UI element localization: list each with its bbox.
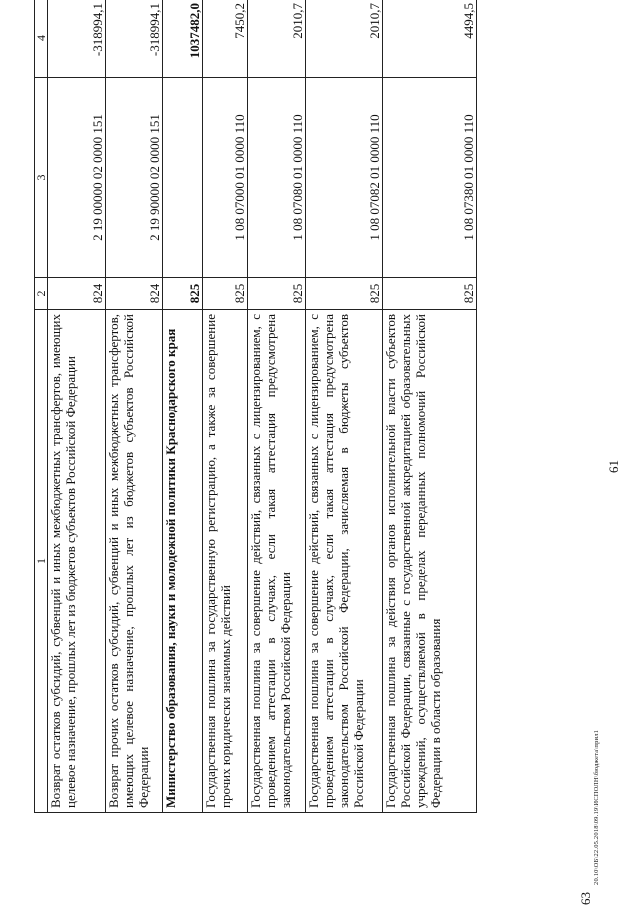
row-amount: 7450,2 xyxy=(203,0,248,78)
header-col-3: 3 xyxy=(35,78,48,278)
revenue-table xyxy=(34,0,477,813)
table-row xyxy=(106,0,163,813)
header-col-2: 2 xyxy=(35,278,48,310)
row-budget-code: 2 19 90000 02 0000 151 xyxy=(106,78,163,278)
table-header-row xyxy=(35,0,48,813)
row-admin-code: 825 xyxy=(203,278,248,310)
table-row xyxy=(163,0,203,813)
row-admin-code: 824 xyxy=(106,278,163,310)
row-admin-code: 825 xyxy=(383,278,477,310)
row-budget-code: 1 08 07080 01 0000 110 xyxy=(248,78,306,278)
row-budget-code: 1 08 07000 01 0000 110 xyxy=(203,78,248,278)
row-amount: 1037482,0 xyxy=(163,0,203,78)
row-amount: 4494,5 xyxy=(383,0,477,78)
row-amount: -318994,1 xyxy=(48,0,106,78)
row-admin-code: 824 xyxy=(48,278,106,310)
row-description: Возврат остатков субсидий, субвенций и иных межбюджетных трансфертов, имеющих целевое назначение, прошлых лет из бюджетов субъектов Российской Федерации xyxy=(48,310,106,813)
row-description: Министерство образования, науки и молодежной политики Краснодарского края xyxy=(163,310,203,813)
footer-file-path: 20.10\ОБ\22.05.2018\09.19\ИСПОЛН\бюджета\прил1 xyxy=(593,729,600,885)
row-budget-code xyxy=(163,78,203,278)
row-description: Государственная пошлина за действия органов исполнительной власти субъектов Российской Федерации, связанные с государственной аккредитацией образовательных учреждений, осуществляемой в пределах переданных полномочий Российской Федерации в области образования xyxy=(383,310,477,813)
row-description: Государственная пошлина за совершение действий, связанных с лицензированием, с проведением аттестации в случаях, если такая аттестация предусмотрена законодательством Российской Федерации xyxy=(248,310,306,813)
row-budget-code: 2 19 00000 02 0000 151 xyxy=(48,78,106,278)
row-admin-code: 825 xyxy=(306,278,383,310)
row-admin-code: 825 xyxy=(248,278,306,310)
top-page-number: 61 xyxy=(606,460,621,473)
table-row xyxy=(248,0,306,813)
table-row xyxy=(48,0,106,813)
row-description: Государственная пошлина за государственную регистрацию, а также за совершение прочих юридически значимых действий xyxy=(203,310,248,813)
table-row xyxy=(306,0,383,813)
header-col-1: 1 xyxy=(35,310,48,813)
row-description: Возврат прочих остатков субсидий, субвенций и иных межбюджетных трансфертов, имеющих целевое назначение, прошлых лет из бюджетов субъектов Российской Федерации xyxy=(106,310,163,813)
bottom-page-number: 63 xyxy=(578,892,593,905)
row-description: Государственная пошлина за совершение действий, связанных с лицензированием, с проведением аттестации в случаях, если такая аттестация предусмотрена законодательством Российской Федерации, зачисляемая в бюджеты субъектов Российской Федерации xyxy=(306,310,383,813)
row-amount: -318994,1 xyxy=(106,0,163,78)
table-row xyxy=(383,0,477,813)
row-amount: 2010,7 xyxy=(306,0,383,78)
row-admin-code: 825 xyxy=(163,278,203,310)
row-amount: 2010,7 xyxy=(248,0,306,78)
row-budget-code: 1 08 07380 01 0000 110 xyxy=(383,78,477,278)
header-col-4: 4 xyxy=(35,0,48,78)
row-budget-code: 1 08 07082 01 0000 110 xyxy=(306,78,383,278)
table-row xyxy=(203,0,248,813)
